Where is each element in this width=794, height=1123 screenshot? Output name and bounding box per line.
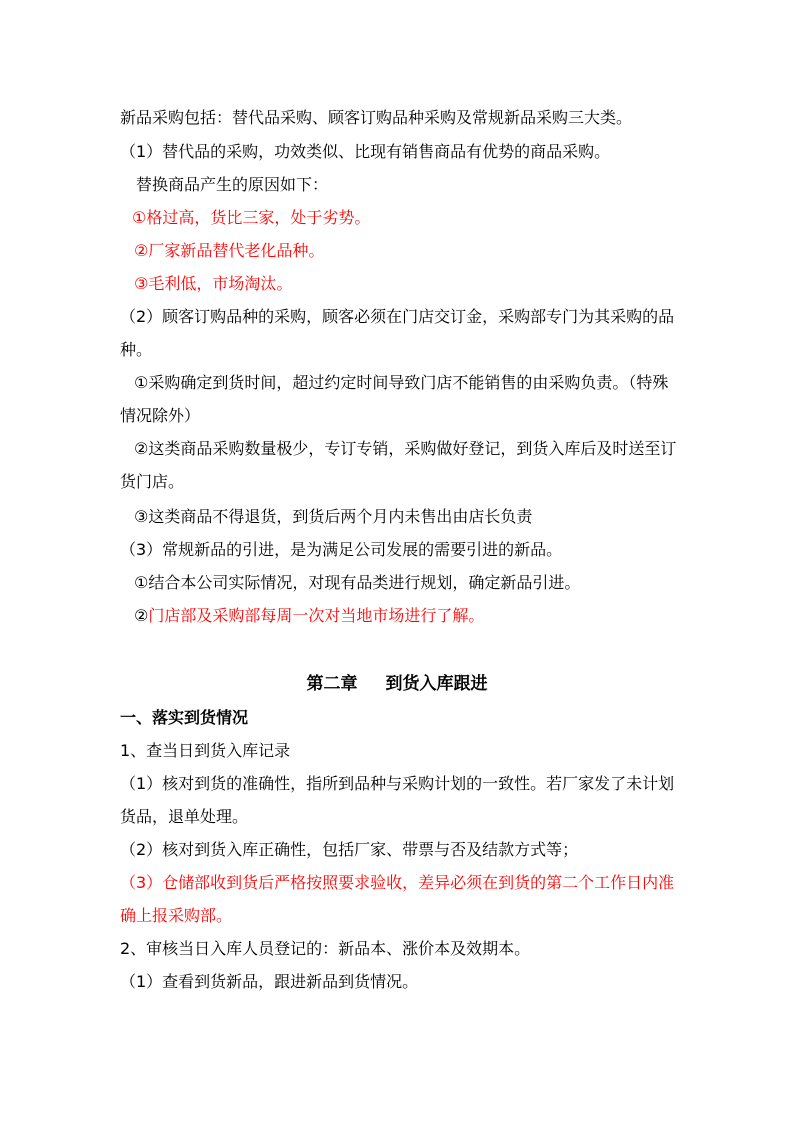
s1-detail1: （1）查看到货新品，跟进新品到货情况。 (120, 972, 419, 991)
s1-item2: 2、审核当日入库人员登记的：新品本、涨价本及效期本。 (120, 939, 531, 958)
p2-item2-line1: ②这类商品采购数量极少，专订专销，采购做好登记，到货入库后及时送至订 (134, 439, 677, 458)
p3-item2-number: ② (134, 606, 149, 625)
p1-title: （1）替代品的采购，功效类似、比现有销售商品有优势的商品采购。 (120, 142, 611, 161)
s1-check2: （2）核对到货入库正确性，包括厂家、带票与否及结款方式等； (120, 840, 579, 859)
p1-reason-title: 替换商品产生的原因如下： (136, 175, 329, 194)
p2-title-line2: 种。 (120, 340, 153, 359)
p3-item2-text: 门店部及采购部每周一次对当地市场进行了解。 (148, 606, 485, 625)
p3-title: （3）常规新品的引进，是为满足公司发展的需要引进的新品。 (120, 540, 563, 559)
chapter-label: 第二章 (306, 674, 358, 694)
s1-check1-line2: 货品，退单处理。 (120, 807, 249, 826)
chapter-heading (0, 673, 794, 695)
p2-item1-line2: 情况除外） (120, 406, 201, 425)
p3-item2 (134, 606, 694, 626)
s1-item1: 1、查当日到货入库记录 (120, 741, 291, 760)
intro-paragraph: 新品采购包括：替代品采购、顾客订购品种采购及常规新品采购三大类。 (120, 108, 633, 127)
p2-item3: ③这类商品不得退货，到货后两个月内未售出由店长负责 (134, 507, 533, 526)
p1-reason-1: ①格过高，货比三家，处于劣势。 (132, 208, 371, 227)
chapter-title: 到货入库跟进 (385, 674, 488, 694)
p2-item2-line2: 货门店。 (120, 472, 185, 491)
p1-reason-2: ②厂家新品替代老化品种。 (134, 241, 325, 260)
s1-check1-line1: （1）核对到货的准确性，指所到品种与采购计划的一致性。若厂家发了未计划 (120, 774, 675, 793)
s1-check3-line1: （3）仓储部收到货后严格按照要求验收，差异必须在到货的第二个工作日内准 (120, 873, 675, 892)
p3-item1: ①结合本公司实际情况，对现有品类进行规划，确定新品引进。 (134, 573, 581, 592)
section-1-title: 一、落实到货情况 (120, 708, 249, 727)
s1-check3-line2: 确上报采购部。 (120, 906, 233, 925)
p2-title-line1: （2）顾客订购品种的采购，顾客必须在门店交订金，采购部专门为其采购的品 (120, 307, 675, 326)
p1-reason-3: ③毛利低，市场淘汰。 (134, 274, 293, 293)
p2-item1-line1: ①采购确定到货时间，超过约定时间导致门店不能销售的由采购负责。（特殊 (134, 373, 669, 392)
